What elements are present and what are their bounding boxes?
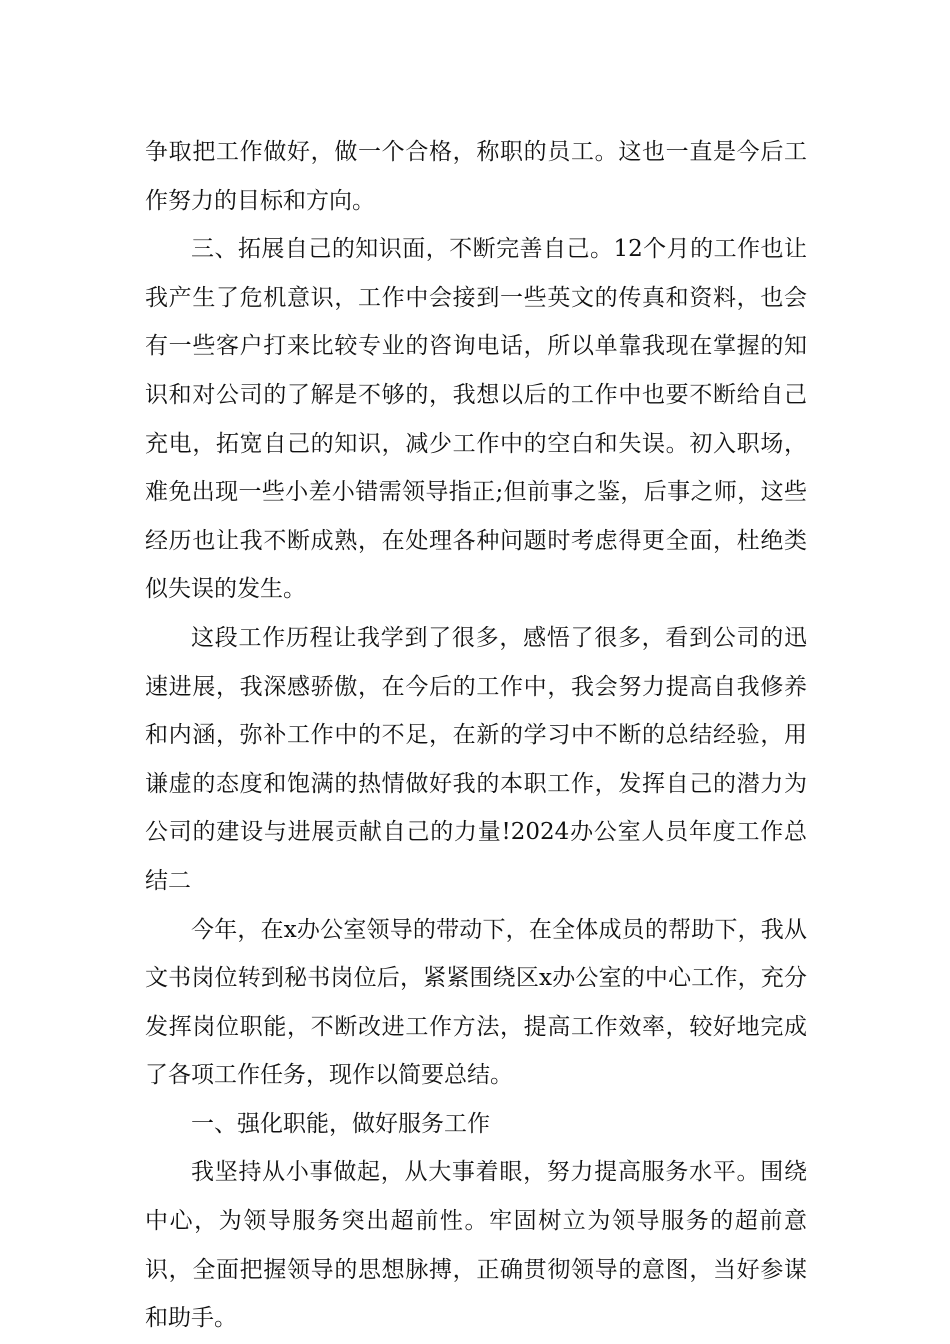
paragraph-service: 我坚持从小事做起，从大事着眼，努力提高服务水平。围绕中心，为领导服务突出超前性。牢固树立为领导服务的超前意识，全面把握领导的思想脉搏，正确贯彻领导的意图，当好参谋和助手。 — [145, 1159, 807, 1332]
paragraph-section-three: 三、拓展自己的知识面，不断完善自己。12个月的工作也让我产生了危机意识，工作中会接到一些英文的传真和资料，也会有一些客户打来比较专业的咨询电话，所以单靠我现在掌握的知识和对公司的了解是不够的，我想以后的工作中也要不断给自己充电，拓宽自己的知识，减少工作中的空白和失误。初入职场，难免出现一些小差小错需领导指正;但前事之鉴，后事之师，这些经历也让我不断成熟，在处理各种问题时考虑得更全面，杜绝类似失误的发生。 — [145, 236, 807, 603]
paragraph-summary-two-intro: 今年，在x办公室领导的带动下，在全体成员的帮助下，我从文书岗位转到秘书岗位后，紧紧围绕区x办公室的中心工作，充分发挥岗位职能，不断改进工作方法，提高工作效率，较好地完成了各项工作任务，现作以简要总结。 — [145, 916, 807, 1089]
section-heading-one: 一、强化职能，做好服务工作 — [191, 1110, 490, 1137]
document-body — [145, 128, 807, 1343]
paragraph-conclusion: 这段工作历程让我学到了很多，感悟了很多，看到公司的迅速进展，我深感骄傲，在今后的工作中，我会努力提高自我修养和内涵，弥补工作中的不足，在新的学习中不断的总结经验，用谦虚的态度和饱满的热情做好我的本职工作，发挥自己的潜力为公司的建设与进展贡献自己的力量!2024办公室人员年度工作总结二 — [145, 624, 807, 894]
paragraph-continuation: 争取把工作做好，做一个合格，称职的员工。这也一直是今后工作努力的目标和方向。 — [145, 139, 807, 214]
